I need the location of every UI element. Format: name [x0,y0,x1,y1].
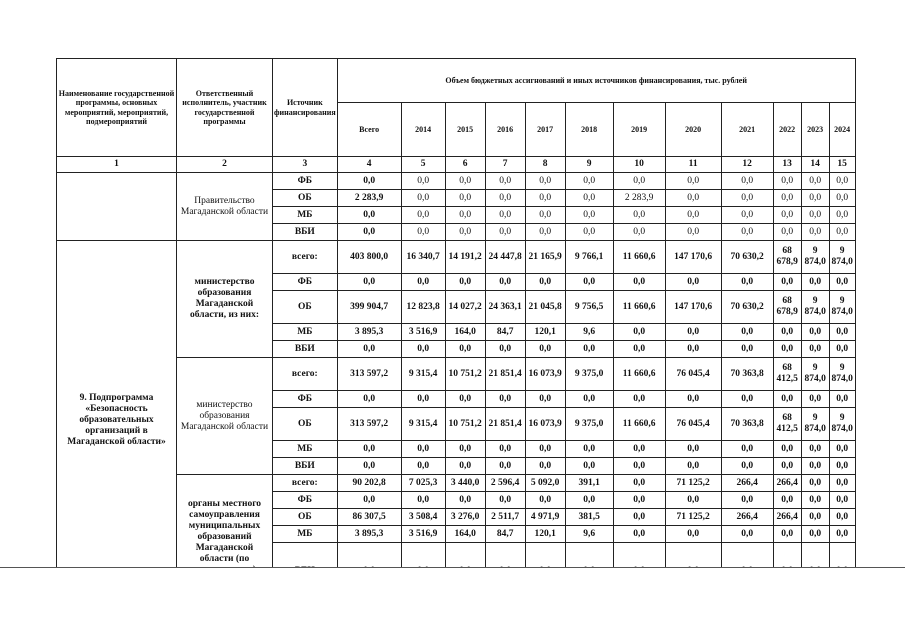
value-cell: 381,5 [565,509,613,526]
value-cell: 0,0 [665,441,721,458]
value-cell: 68 412,5 [773,408,801,441]
column-number: 11 [665,157,721,173]
value-cell: 3 440,0 [445,475,485,492]
value-cell: 0,0 [613,274,665,291]
value-cell: 90 202,8 [337,475,401,492]
value-cell: 5 092,0 [525,475,565,492]
source-cell: МБ [273,207,338,224]
value-cell: 0,0 [721,224,773,241]
header-year: 2020 [665,103,721,157]
value-cell: 21 851,4 [485,408,525,441]
value-cell: 3 895,3 [337,324,401,341]
value-cell: 84,7 [485,526,525,543]
value-cell: 0,0 [829,458,855,475]
value-cell: 7 025,3 [401,475,445,492]
value-cell: 0,0 [613,526,665,543]
value-cell: 399 904,7 [337,291,401,324]
value-cell: 14 191,2 [445,241,485,274]
value-cell: 0,0 [525,224,565,241]
value-cell: 0,0 [401,341,445,358]
value-cell: 0,0 [721,341,773,358]
value-cell: 0,0 [401,207,445,224]
value-cell: 0,0 [721,458,773,475]
value-cell: 0,0 [525,190,565,207]
value-cell: 70 363,8 [721,358,773,391]
value-cell: 14 027,2 [445,291,485,324]
column-number: 12 [721,157,773,173]
value-cell: 0,0 [525,274,565,291]
page-bottom-line [0,567,905,568]
budget-table-page [56,58,856,619]
header-year: 2019 [613,103,665,157]
value-cell: 0,0 [485,173,525,190]
value-cell: 0,0 [445,207,485,224]
column-number: 6 [445,157,485,173]
value-cell: 0,0 [665,458,721,475]
value-cell: 84,7 [485,324,525,341]
value-cell: 71 125,2 [665,509,721,526]
value-cell: 0,0 [401,441,445,458]
value-cell: 0,0 [773,458,801,475]
column-number: 7 [485,157,525,173]
value-cell: 0,0 [485,441,525,458]
value-cell: 76 045,4 [665,358,721,391]
value-cell: 0,0 [613,509,665,526]
value-cell: 2 283,9 [613,190,665,207]
value-cell: 9 315,4 [401,358,445,391]
value-cell: 0,0 [665,341,721,358]
value-cell: 10 751,2 [445,408,485,441]
column-number: 8 [525,157,565,173]
value-cell: 0,0 [829,190,855,207]
value-cell: 9 874,0 [829,241,855,274]
source-cell: ФБ [273,173,338,190]
value-cell: 70 630,2 [721,291,773,324]
value-cell: 266,4 [773,509,801,526]
value-cell: 24 447,8 [485,241,525,274]
value-cell: 3 895,3 [337,526,401,543]
value-cell: 0,0 [401,224,445,241]
value-cell: 0,0 [525,458,565,475]
value-cell: 120,1 [525,324,565,341]
value-cell: 164,0 [445,324,485,341]
value-cell: 0,0 [613,324,665,341]
value-cell: 3 276,0 [445,509,485,526]
value-cell: 0,0 [829,475,855,492]
value-cell: 0,0 [613,224,665,241]
header-year: 2017 [525,103,565,157]
source-cell: ОБ [273,190,338,207]
value-cell: 0,0 [801,458,829,475]
value-cell: 76 045,4 [665,408,721,441]
value-cell: 0,0 [665,492,721,509]
value-cell: 24 363,1 [485,291,525,324]
value-cell: 16 073,9 [525,408,565,441]
value-cell: 0,0 [337,492,401,509]
value-cell: 0,0 [337,207,401,224]
value-cell: 0,0 [565,207,613,224]
value-cell: 0,0 [829,492,855,509]
header-year: 2018 [565,103,613,157]
value-cell: 0,0 [721,324,773,341]
source-cell: ОБ [273,509,338,526]
value-cell: 0,0 [665,190,721,207]
value-cell: 0,0 [485,207,525,224]
value-cell: 9 874,0 [801,408,829,441]
value-cell: 0,0 [485,190,525,207]
value-cell: 0,0 [801,274,829,291]
header-year: 2015 [445,103,485,157]
value-cell: 0,0 [721,274,773,291]
executor-cell: Правительство Магаданской области [177,173,273,241]
value-cell: 0,0 [773,224,801,241]
value-cell: 0,0 [801,324,829,341]
value-cell: 0,0 [801,207,829,224]
column-number: 4 [337,157,401,173]
column-number: 1 [57,157,177,173]
value-cell: 0,0 [801,526,829,543]
value-cell: 0,0 [773,190,801,207]
value-cell: 9 766,1 [565,241,613,274]
value-cell: 164,0 [445,526,485,543]
executor-cell: органы местного самоуправления муниципальных образований Магаданской области (по [177,475,273,601]
value-cell: 0,0 [721,173,773,190]
value-cell: 71 125,2 [665,475,721,492]
source-cell: МБ [273,324,338,341]
value-cell: 0,0 [721,391,773,408]
header-source: Источник финансирования [273,59,338,157]
value-cell: 11 660,6 [613,291,665,324]
value-cell: 0,0 [565,341,613,358]
value-cell: 0,0 [801,492,829,509]
column-number: 10 [613,157,665,173]
column-number: 13 [773,157,801,173]
value-cell: 147 170,6 [665,241,721,274]
value-cell: 0,0 [773,207,801,224]
budget-table [56,58,856,619]
value-cell: 0,0 [613,173,665,190]
source-cell: ФБ [273,391,338,408]
value-cell: 10 751,2 [445,358,485,391]
value-cell: 0,0 [565,173,613,190]
value-cell: 68 678,9 [773,241,801,274]
value-cell: 21 045,8 [525,291,565,324]
value-cell: 266,4 [721,509,773,526]
value-cell: 0,0 [565,274,613,291]
value-cell: 0,0 [829,224,855,241]
value-cell: 0,0 [829,441,855,458]
value-cell: 0,0 [665,526,721,543]
source-cell: всего: [273,358,338,391]
value-cell: 0,0 [445,441,485,458]
value-cell: 0,0 [773,324,801,341]
header-name: Наименование государственной программы, основных мероприятий, мероприятий, подмероприятий [57,59,177,157]
value-cell: 0,0 [485,492,525,509]
column-number: 5 [401,157,445,173]
value-cell: 0,0 [337,458,401,475]
value-cell: 0,0 [445,391,485,408]
value-cell: 0,0 [665,391,721,408]
value-cell: 0,0 [721,190,773,207]
value-cell: 0,0 [525,492,565,509]
value-cell: 0,0 [801,441,829,458]
value-cell: 0,0 [485,391,525,408]
header-year: 2022 [773,103,801,157]
value-cell: 16 340,7 [401,241,445,274]
value-cell: 0,0 [445,458,485,475]
value-cell: 0,0 [445,274,485,291]
value-cell: 0,0 [401,190,445,207]
column-number: 3 [273,157,338,173]
value-cell: 0,0 [613,391,665,408]
value-cell: 0,0 [613,441,665,458]
source-cell: ФБ [273,492,338,509]
value-cell: 0,0 [565,492,613,509]
value-cell: 86 307,5 [337,509,401,526]
value-cell: 0,0 [829,173,855,190]
value-cell: 0,0 [773,173,801,190]
header-volume: Объем бюджетных ассигнований и иных источников финансирования, тыс. рублей [337,59,855,103]
value-cell: 0,0 [525,391,565,408]
value-cell: 0,0 [829,324,855,341]
value-cell: 0,0 [801,341,829,358]
value-cell: 16 073,9 [525,358,565,391]
value-cell: 0,0 [613,341,665,358]
value-cell: 0,0 [565,458,613,475]
source-cell: ОБ [273,291,338,324]
value-cell: 9 375,0 [565,408,613,441]
value-cell: 313 597,2 [337,358,401,391]
column-number: 2 [177,157,273,173]
source-cell: ВБИ [273,341,338,358]
value-cell: 0,0 [337,274,401,291]
value-cell: 0,0 [829,391,855,408]
value-cell: 0,0 [801,173,829,190]
value-cell: 3 508,4 [401,509,445,526]
value-cell: 0,0 [485,341,525,358]
column-number: 14 [801,157,829,173]
value-cell: 0,0 [829,526,855,543]
value-cell: 0,0 [801,509,829,526]
executor-cell: министерство образования Магаданской области [177,358,273,475]
header-year: 2021 [721,103,773,157]
value-cell: 0,0 [721,492,773,509]
value-cell: 403 800,0 [337,241,401,274]
value-cell: 0,0 [337,224,401,241]
value-cell: 0,0 [525,173,565,190]
source-cell: всего: [273,475,338,492]
value-cell: 0,0 [829,274,855,291]
value-cell: 0,0 [445,224,485,241]
value-cell: 0,0 [721,526,773,543]
column-number: 9 [565,157,613,173]
value-cell: 12 823,8 [401,291,445,324]
empty-name-cell [57,173,177,241]
value-cell: 0,0 [665,173,721,190]
value-cell: 0,0 [829,509,855,526]
value-cell: 0,0 [401,458,445,475]
value-cell: 0,0 [445,173,485,190]
value-cell: 0,0 [401,391,445,408]
value-cell: 120,1 [525,526,565,543]
value-cell: 0,0 [401,274,445,291]
value-cell: 9 874,0 [829,408,855,441]
value-cell: 0,0 [445,492,485,509]
table-row [57,475,856,492]
value-cell: 0,0 [773,441,801,458]
value-cell: 0,0 [337,173,401,190]
value-cell: 0,0 [525,207,565,224]
source-cell: всего: [273,241,338,274]
value-cell: 0,0 [665,274,721,291]
value-cell: 0,0 [485,458,525,475]
value-cell: 0,0 [801,224,829,241]
value-cell: 0,0 [445,341,485,358]
value-cell: 21 165,9 [525,241,565,274]
value-cell: 0,0 [829,207,855,224]
value-cell: 0,0 [613,207,665,224]
table-row [57,358,856,391]
source-cell: МБ [273,441,338,458]
value-cell: 11 660,6 [613,241,665,274]
value-cell: 0,0 [337,441,401,458]
value-cell: 0,0 [773,492,801,509]
value-cell: 9 756,5 [565,291,613,324]
value-cell: 0,0 [525,441,565,458]
value-cell: 0,0 [721,441,773,458]
value-cell: 9 874,0 [829,358,855,391]
value-cell: 0,0 [665,324,721,341]
header-executor: Ответственный исполнитель, участник государственной программы [177,59,273,157]
value-cell: 0,0 [337,391,401,408]
value-cell: 4 971,9 [525,509,565,526]
value-cell: 0,0 [613,492,665,509]
value-cell: 11 660,6 [613,358,665,391]
executor-cell: министерство образования Магаданской области, из них: [177,241,273,358]
source-cell: ВБИ [273,224,338,241]
value-cell: 0,0 [665,207,721,224]
value-cell: 0,0 [565,441,613,458]
value-cell: 0,0 [721,207,773,224]
value-cell: 0,0 [801,475,829,492]
page-bottom-margin [0,567,905,640]
value-cell: 0,0 [801,190,829,207]
program-name: 9. Подпрограмма «Безопасность образовательных организаций в Магаданской области» [57,241,177,601]
value-cell: 0,0 [565,224,613,241]
value-cell: 0,0 [773,391,801,408]
value-cell: 9 874,0 [829,291,855,324]
value-cell: 2 283,9 [337,190,401,207]
value-cell: 313 597,2 [337,408,401,441]
header-total: Всего [337,103,401,157]
value-cell: 9 874,0 [801,241,829,274]
value-cell: 9 375,0 [565,358,613,391]
header-year: 2024 [829,103,855,157]
header-year: 2014 [401,103,445,157]
value-cell: 0,0 [445,190,485,207]
value-cell: 11 660,6 [613,408,665,441]
value-cell: 0,0 [773,526,801,543]
value-cell: 21 851,4 [485,358,525,391]
value-cell: 266,4 [773,475,801,492]
value-cell: 0,0 [773,274,801,291]
value-cell: 68 412,5 [773,358,801,391]
value-cell: 68 678,9 [773,291,801,324]
value-cell: 9,6 [565,526,613,543]
source-cell: ОБ [273,408,338,441]
value-cell: 2 596,4 [485,475,525,492]
value-cell: 0,0 [401,173,445,190]
value-cell: 0,0 [485,224,525,241]
value-cell: 0,0 [613,475,665,492]
value-cell: 9 874,0 [801,358,829,391]
value-cell: 0,0 [829,341,855,358]
value-cell: 0,0 [401,492,445,509]
value-cell: 391,1 [565,475,613,492]
value-cell: 0,0 [801,391,829,408]
value-cell: 0,0 [565,391,613,408]
table-row [57,241,856,274]
value-cell: 70 630,2 [721,241,773,274]
source-cell: ВБИ [273,458,338,475]
value-cell: 266,4 [721,475,773,492]
table-row [57,173,856,190]
value-cell: 9 874,0 [801,291,829,324]
header-year: 2023 [801,103,829,157]
value-cell: 9,6 [565,324,613,341]
value-cell: 147 170,6 [665,291,721,324]
column-number: 15 [829,157,855,173]
value-cell: 3 516,9 [401,324,445,341]
source-cell: ФБ [273,274,338,291]
value-cell: 2 511,7 [485,509,525,526]
source-cell: МБ [273,526,338,543]
value-cell: 0,0 [565,190,613,207]
header-year: 2016 [485,103,525,157]
value-cell: 70 363,8 [721,408,773,441]
value-cell: 9 315,4 [401,408,445,441]
value-cell: 0,0 [773,341,801,358]
value-cell: 0,0 [337,341,401,358]
value-cell: 0,0 [613,458,665,475]
value-cell: 0,0 [485,274,525,291]
value-cell: 3 516,9 [401,526,445,543]
value-cell: 0,0 [665,224,721,241]
value-cell: 0,0 [525,341,565,358]
